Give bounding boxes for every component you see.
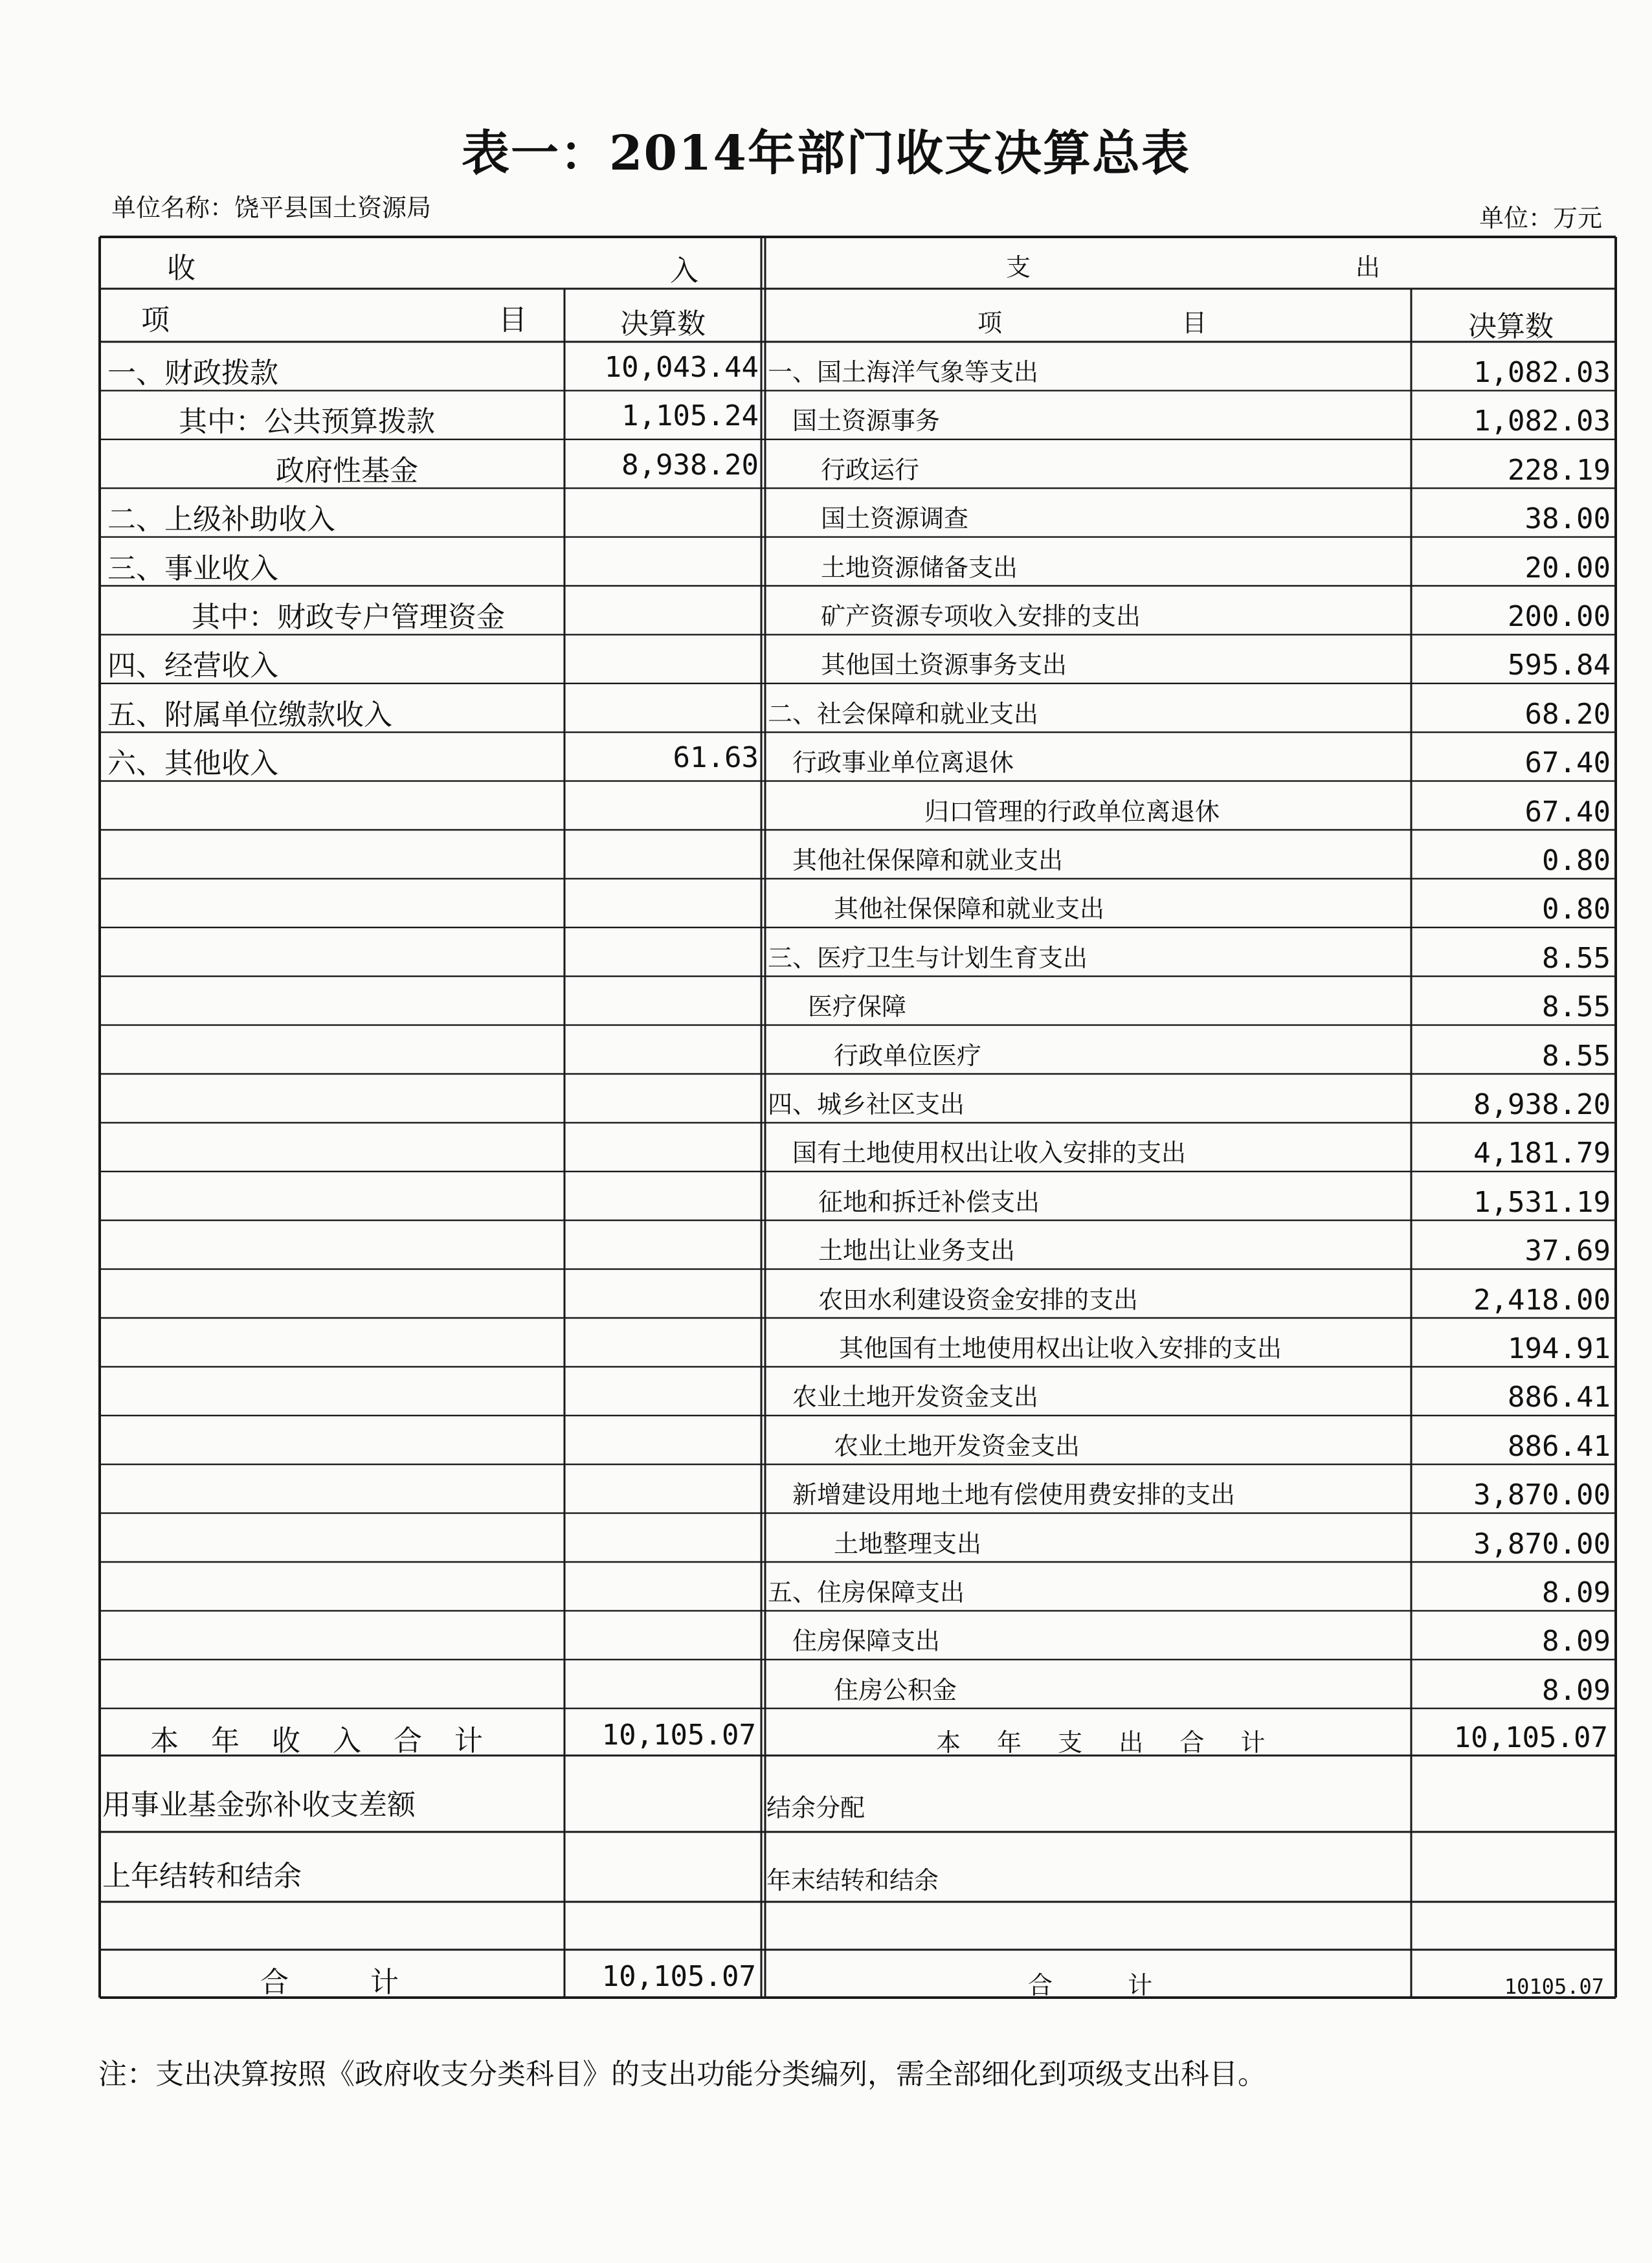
income-row-label: 三、事业收入 (107, 552, 278, 585)
income-year-total-value: 10,105.07 (601, 1719, 756, 1752)
expense-row-value: 8.09 (1542, 1576, 1611, 1609)
expense-row-label: 其他国土资源事务支出 (821, 651, 1067, 680)
expense-row-label: 土地出让业务支出 (818, 1236, 1016, 1265)
income-total-label: 合 计 (260, 1966, 435, 1999)
expense-row-label: 三、医疗卫生与计划生育支出 (768, 943, 1088, 972)
income-row-label: 一、财政拨款 (107, 357, 278, 390)
footnote: 注：支出决算按照《政府收支分类科目》的支出功能分类编列，需全部细化到项级支出科目。 (98, 2058, 1266, 2091)
expense-row-label: 一、国土海洋气象等支出 (768, 358, 1039, 386)
expense-row-label: 农业土地开发资金支出 (792, 1383, 1039, 1412)
income-total-value: 10,105.07 (601, 1960, 756, 1993)
expense-row-value: 8.09 (1542, 1673, 1611, 1707)
income-row-label: 五、附属单位缴款收入 (107, 698, 392, 731)
expense-total-value: 10105.07 (1504, 1974, 1604, 1999)
income-year-total-label: 本 年 收 入 合 计 (150, 1724, 495, 1758)
expense-row-value: 0.80 (1542, 844, 1611, 877)
unit-name: 单位名称：饶平县国土资源局 (111, 194, 432, 222)
income-row-label: 四、经营收入 (107, 649, 278, 683)
expense-row-label: 土地整理支出 (834, 1529, 982, 1558)
expense-row-value: 886.41 (1508, 1381, 1611, 1414)
prev-carry-label: 上年结转和结余 (102, 1860, 302, 1893)
expense-row-label: 国土资源事务 (792, 407, 941, 436)
fund-gap-label: 用事业基金弥补收支差额 (102, 1789, 416, 1822)
expense-row-value: 8.55 (1542, 1039, 1611, 1073)
expense-row-value: 886.41 (1508, 1429, 1611, 1463)
page-title: 表一：2014年部门收支决算总表 (462, 126, 1190, 181)
year-end-carry-label: 年末结转和结余 (766, 1866, 939, 1895)
expense-row-value: 194.91 (1508, 1332, 1611, 1365)
expense-row-label: 四、城乡社区支出 (768, 1090, 965, 1119)
expense-year-total-value: 10,105.07 (1453, 1721, 1608, 1755)
expense-row-label: 农田水利建设资金安排的支出 (818, 1285, 1139, 1314)
expense-row-label: 行政运行 (821, 455, 920, 484)
expense-row-label: 五、住房保障支出 (768, 1578, 965, 1607)
expense-row-label: 农业土地开发资金支出 (834, 1431, 1080, 1460)
income-row-label: 六、其他收入 (107, 747, 278, 781)
expense-row-label: 归口管理的行政单位离退休 (924, 797, 1220, 826)
expense-row-label: 国有土地使用权出让收入安排的支出 (792, 1139, 1187, 1168)
expense-row-value: 1,082.03 (1473, 356, 1611, 389)
expense-row-value: 38.00 (1524, 502, 1611, 536)
income-header: 收 (167, 252, 195, 285)
income-row-label: 其中：财政专户管理资金 (192, 601, 505, 634)
surplus-alloc-label: 结余分配 (766, 1794, 865, 1822)
expense-row-value: 595.84 (1508, 649, 1611, 682)
expense-row-label: 其他社保保障和就业支出 (834, 895, 1105, 924)
expense-row-label: 征地和拆迁补偿支出 (818, 1187, 1040, 1216)
expense-row-label: 土地资源储备支出 (821, 553, 1018, 582)
expense-row-label: 二、社会保障和就业支出 (768, 699, 1039, 728)
income-row-value: 61.63 (673, 741, 759, 775)
expense-row-label: 其他国有土地使用权出让收入安排的支出 (839, 1334, 1282, 1363)
income-row-label: 政府性基金 (276, 454, 418, 487)
expense-header: 出 (1356, 253, 1381, 282)
expense-row-value: 20.00 (1524, 551, 1611, 585)
expense-row-value: 8,938.20 (1473, 1088, 1611, 1121)
income-row-value: 1,105.24 (621, 399, 759, 433)
income-row-label: 二、上级补助收入 (107, 503, 335, 537)
expense-row-label: 医疗保障 (808, 992, 907, 1021)
income-row-label: 其中：公共预算拨款 (179, 405, 435, 439)
amount-header: 决算数 (620, 307, 706, 340)
expense-row-value: 0.80 (1542, 893, 1611, 926)
expense-row-value: 4,181.79 (1473, 1137, 1611, 1170)
expense-year-total-label: 本 年 支 出 合 计 (936, 1728, 1280, 1757)
expense-row-label: 新增建设用地土地有偿使用费安排的支出 (792, 1480, 1236, 1510)
expense-row-value: 1,531.19 (1473, 1185, 1611, 1219)
expense-row-value: 2,418.00 (1473, 1283, 1611, 1317)
income-header: 入 (670, 254, 698, 287)
expense-header: 支 (1006, 253, 1031, 282)
expense-row-value: 3,870.00 (1473, 1527, 1611, 1561)
expense-row-value: 3,870.00 (1473, 1478, 1611, 1512)
income-row-value: 10,043.44 (604, 351, 759, 384)
expense-row-label: 行政事业单位离退休 (792, 748, 1014, 777)
item-header: 目 (1182, 309, 1207, 337)
expense-row-value: 200.00 (1508, 600, 1611, 633)
amount-header: 决算数 (1468, 310, 1554, 343)
expense-total-label: 合 计 (1028, 1971, 1187, 2000)
expense-row-value: 1,082.03 (1473, 405, 1611, 438)
expense-row-label: 行政单位医疗 (834, 1041, 982, 1070)
expense-row-value: 8.55 (1542, 941, 1611, 975)
expense-row-label: 国土资源调查 (821, 504, 969, 533)
item-header: 目 (498, 304, 527, 337)
expense-row-value: 8.55 (1542, 990, 1611, 1024)
expense-row-value: 68.20 (1524, 697, 1611, 731)
item-header: 项 (141, 304, 170, 337)
expense-row-label: 住房保障支出 (792, 1627, 941, 1656)
expense-row-value: 67.40 (1524, 795, 1611, 829)
expense-row-value: 37.69 (1524, 1234, 1611, 1268)
unit-label: 单位：万元 (1479, 204, 1603, 232)
item-header: 项 (977, 309, 1003, 337)
expense-row-label: 其他社保保障和就业支出 (792, 846, 1064, 875)
expense-row-value: 67.40 (1524, 746, 1611, 780)
expense-row-value: 8.09 (1542, 1625, 1611, 1658)
expense-row-value: 228.19 (1508, 453, 1611, 487)
expense-row-label: 矿产资源专项收入安排的支出 (821, 602, 1141, 630)
expense-row-label: 住房公积金 (834, 1675, 957, 1704)
income-row-value: 8,938.20 (621, 448, 759, 482)
